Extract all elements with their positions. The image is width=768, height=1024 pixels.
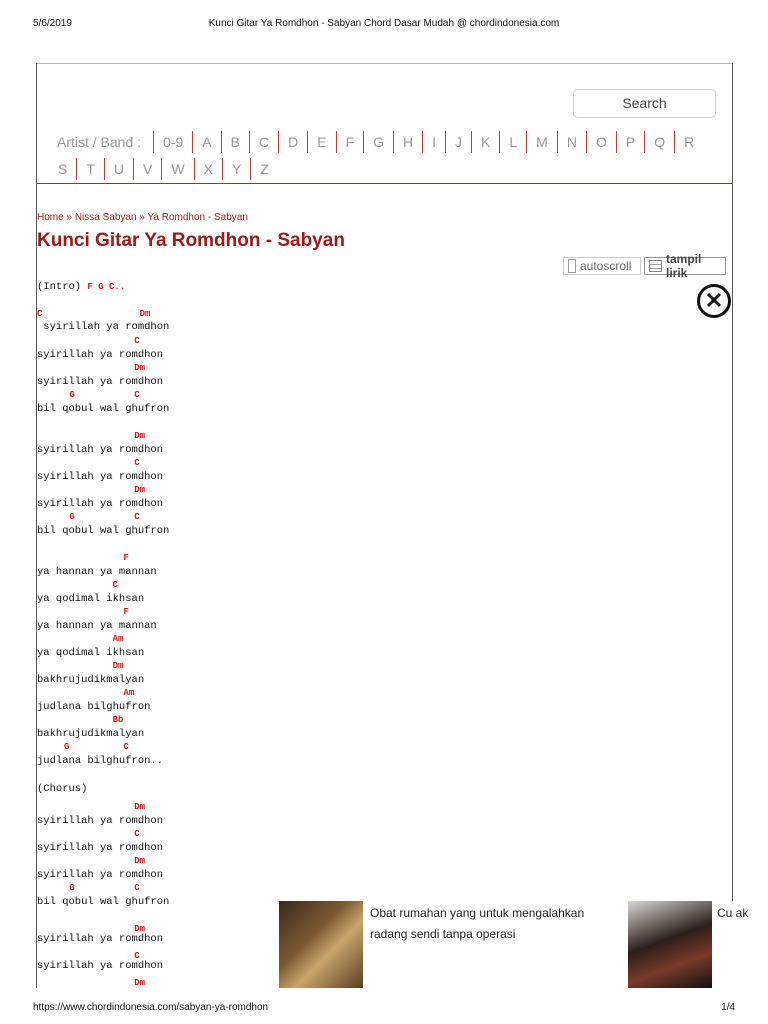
show-lyrics-label: tampil lirik (666, 252, 702, 280)
scroll-icon (568, 259, 576, 273)
artist-letter-o[interactable]: O (595, 134, 607, 150)
lyric-line: syirillah ya romdhon (37, 815, 164, 827)
artist-letter-d[interactable]: D (288, 134, 299, 150)
chord-line: Dm (37, 978, 146, 988)
page-title: Kunci Gitar Ya Romdhon - Sabyan (37, 230, 345, 251)
chord-line: Dm (37, 431, 146, 441)
artist-letter-b[interactable]: B (230, 134, 240, 150)
artist-letter-l[interactable]: L (509, 134, 518, 150)
lyric-line: syirillah ya romdhon (37, 321, 170, 333)
ad-image-2[interactable] (628, 901, 712, 988)
breadcrumb-home[interactable]: Home (37, 212, 64, 223)
print-date: 5/6/2019 (33, 18, 72, 29)
lyric-line: syirillah ya romdhon (37, 471, 164, 483)
chord-line: Dm (37, 485, 146, 495)
lyric-line: judlana bilghufron.. (37, 755, 164, 767)
lyric-line: (Chorus) (37, 783, 88, 795)
chord-line: C (37, 829, 140, 839)
chord-line: G C (37, 883, 140, 893)
artist-letter-h[interactable]: H (403, 134, 414, 150)
artist-letter-f[interactable]: F (345, 134, 355, 150)
lyric-line: syirillah ya romdhon (37, 444, 164, 456)
chord-line: F (37, 607, 129, 617)
artist-letter-n[interactable]: N (566, 134, 577, 150)
ad-banner[interactable] (279, 901, 768, 988)
chord-line: C (37, 580, 119, 590)
artist-letter-g[interactable]: G (373, 134, 385, 150)
artist-alphabet-row-1 (37, 131, 703, 153)
chord-line: Bb (37, 715, 124, 725)
lyric-line: bakhrujudikmalyan (37, 674, 145, 686)
print-url: https://www.chordindonesia.com/sabyan-ya-romdhon (33, 1002, 269, 1013)
artist-letter-r[interactable]: R (684, 134, 695, 150)
nav-divider (37, 183, 732, 184)
chord-line: Am (37, 634, 124, 644)
lyric-line: syirillah ya romdhon (37, 869, 164, 881)
breadcrumb-song[interactable]: Ya Romdhon - Sabyan (147, 212, 248, 223)
chord-line: Dm (37, 802, 146, 812)
autoscroll-button[interactable] (563, 257, 641, 275)
chord-line: C (37, 336, 140, 346)
print-page-number: 1/4 (721, 1002, 735, 1013)
lyric-line: ya hannan ya mannan (37, 620, 157, 632)
artist-letter-a[interactable]: A (202, 134, 212, 150)
chord-line: Dm (37, 924, 146, 934)
artist-letter-q[interactable]: Q (654, 134, 666, 150)
lyric-line: syirillah ya romdhon (37, 933, 164, 945)
lyric-line: bil qobul wal ghufron (37, 896, 170, 908)
ad-text-1[interactable]: Obat rumahan yang untuk mengalahkan radang sendi tanpa operasi (370, 906, 585, 941)
breadcrumb-separator: » (66, 212, 73, 223)
chord-line: Dm (37, 856, 146, 866)
artist-letter-s[interactable]: S (58, 161, 68, 177)
artist-letter-e[interactable]: E (317, 134, 327, 150)
artist-letter-j[interactable]: J (455, 134, 463, 150)
lyric-line: ya qodimal ikhsan (37, 593, 145, 605)
artist-letter-u[interactable]: U (113, 161, 125, 177)
artist-letter-w[interactable]: W (171, 161, 185, 177)
lyric-line: syirillah ya romdhon (37, 960, 164, 972)
chord-line: C (37, 951, 140, 961)
chord-line: C (37, 458, 140, 468)
chord-line: C Dm (37, 309, 151, 319)
print-title: Kunci Gitar Ya Romdhon - Sabyan Chord Dasar Mudah @ chordindonesia.com (208, 18, 560, 29)
lyric-line: ya qodimal ikhsan (37, 647, 145, 659)
lyric-line: ya hannan ya mannan (37, 566, 157, 578)
lyric-line: syirillah ya romdhon (37, 376, 164, 388)
lyric-line: bil qobul wal ghufron (37, 403, 170, 415)
artist-letter-z[interactable]: Z (260, 161, 269, 177)
artist-letter-p[interactable]: P (625, 134, 636, 150)
chord-line: G C (37, 390, 140, 400)
chord-line: G C (37, 512, 140, 522)
artist-letter-i[interactable]: I (432, 134, 437, 150)
artist-letter-y[interactable]: Y (231, 161, 242, 177)
lyric-line: (Intro) F G C.. (37, 281, 126, 293)
artist-letter-c[interactable]: C (258, 134, 270, 150)
artist-letter-k[interactable]: K (481, 134, 491, 150)
lines-icon (649, 260, 662, 272)
lyric-line: syirillah ya romdhon (37, 498, 164, 510)
close-icon[interactable]: ✕ (697, 284, 731, 318)
artist-letter-x[interactable]: X (203, 161, 213, 177)
search-input[interactable]: Search (573, 89, 716, 118)
lyric-line: bil qobul wal ghufron (37, 525, 170, 537)
autoscroll-label: autoscroll (580, 259, 632, 273)
artist-letter-m[interactable]: M (536, 134, 548, 150)
breadcrumb-artist[interactable]: Nissa Sabyan (74, 212, 137, 223)
artist-alphabet-row-2 (37, 158, 278, 180)
breadcrumb-separator: » (139, 212, 145, 223)
lyric-line: syirillah ya romdhon (37, 842, 164, 854)
artist-letter-t[interactable]: T (86, 161, 95, 177)
lyric-line: syirillah ya romdhon (37, 349, 164, 361)
frame-right-border (732, 63, 733, 903)
ad-image-1[interactable] (279, 901, 363, 988)
artist-band-label: Artist / Band : (57, 134, 142, 150)
show-lyrics-button[interactable] (644, 252, 726, 280)
frame-top-border (36, 63, 732, 64)
artist-letter-v[interactable]: V (143, 161, 153, 177)
chord-line: Dm (37, 661, 124, 671)
chord-line: Dm (37, 363, 146, 373)
intro-chords: F G C.. (87, 282, 126, 292)
chord-line: F (37, 553, 129, 563)
chord-line: Am (37, 688, 135, 698)
chord-line: G C (37, 742, 129, 752)
artist-letter-0-9[interactable]: 0-9 (163, 134, 184, 150)
lyric-line: judlana bilghufron (37, 701, 151, 713)
ad-text-2[interactable]: Cu ak (717, 906, 749, 920)
lyric-line: bakhrujudikmalyan (37, 728, 145, 740)
breadcrumb (37, 212, 248, 223)
